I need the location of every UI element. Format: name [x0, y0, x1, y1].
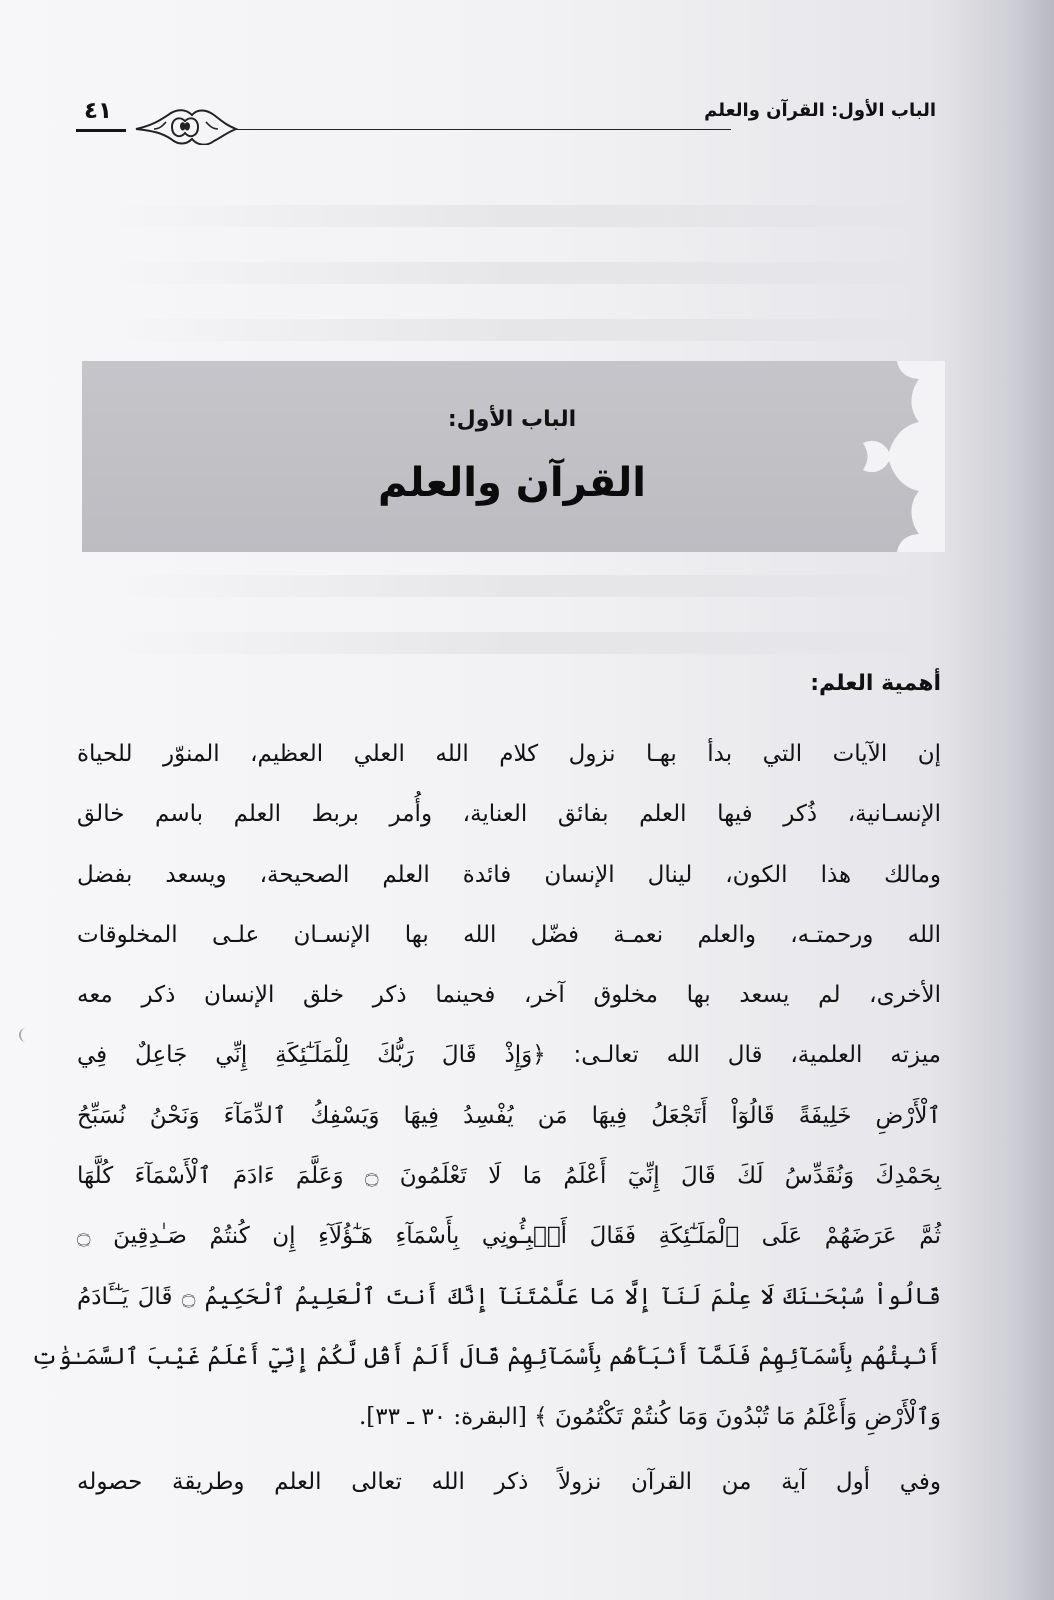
header-rule-right: [236, 129, 731, 130]
chapter-banner: [82, 361, 942, 552]
body-line: الأخرى، لم يسعد بها مخلوق آخر، فحينما ذكر خلق الإنسان ذكر معه: [77, 982, 941, 1009]
faint-bleed-through-line: [109, 319, 926, 341]
faint-bleed-through-line: [108, 262, 926, 284]
running-head-title: الباب الأول: القرآن والعلم: [704, 100, 936, 121]
faint-bleed-through-line: [108, 632, 926, 654]
quran-line: ثُمَّ عَرَضَهُمْ عَلَى ٱلْمَلَـٰٓئِكَةِ فَقَالَ أَنۢبِـُٔونِي بِأَسْمَآءِ هَـٰٓؤُلَآءِ إِن كُنتُمْ صَـٰدِقِينَ ۝: [77, 1223, 941, 1250]
margin-mark: [19, 1028, 33, 1042]
body-line: الله ورحمتـه، والعلم نعمـة فضّل الله بها الإنسـان علـى المخلوقات: [77, 921, 941, 948]
body-line: ومالك هذا الكون، لينال الإنسان فائدة العلم الصحيحة، ويسعد بفضل: [77, 861, 941, 888]
body-line: الإنسـانية، ذُكر فيها العلم بفائق العناية، وأُمر بربط العلم باسم خالق: [77, 801, 941, 828]
body-line-final: وفي أول آية من القرآن نزولاً ذكر الله تعالى العلم وطريقة حصوله: [77, 1469, 941, 1495]
section-heading: أهمية العلم:: [810, 671, 941, 696]
chapter-title: القرآن والعلم: [377, 460, 647, 506]
faint-bleed-through-line: [106, 205, 926, 227]
quran-line: ٱلْأَرْضِ خَلِيفَةً قَالُوٓاْ أَتَجْعَلُ فِيهَا مَن يُفْسِدُ فِيهَا وَيَسْفِكُ ٱلدِّمَآءَ وَنَحْنُ نُسَبِّحُ: [77, 1102, 941, 1129]
faint-bleed-through-line: [110, 575, 926, 597]
decorative-ornament-icon: [134, 105, 238, 145]
body-line: ميزته العلمية، قال الله تعالـى: ﴿وَإِذْ قَالَ رَبُّكَ لِلْمَلَـٰٓئِكَةِ إِنِّي جَاعِلٌ فِي: [77, 1042, 941, 1069]
main-body-text: [31, 724, 941, 1448]
running-head: [76, 96, 936, 136]
chapter-label: الباب الأول:: [447, 407, 577, 432]
continuation-text: [77, 1452, 941, 1512]
quran-line-final: وَٱلْأَرْضِ وَأَعْلَمُ مَا تُبْدُونَ وَمَا كُنتُمْ تَكْتُمُونَ ﴾ [البقرة: ٣٠ ـ ٣٣].: [358, 1404, 941, 1431]
page-number: ٤١: [84, 98, 113, 124]
quran-line: أَنۢبِئْهُم بِأَسْمَآئِهِمْ فَلَمَّآ أَنۢبَأَهُم بِأَسْمَآئِهِمْ قَالَ أَلَمْ أَقُل لَّكُمْ إِنِّيٓ أَعْلَمُ غَيْبَ ٱلسَّمَـٰوَٰتِ: [31, 1343, 941, 1370]
quran-line: قَالُواْ سُبْحَـٰنَكَ لَا عِلْمَ لَنَآ إِلَّا مَا عَلَّمْتَنَآ إِنَّكَ أَنتَ ٱلْعَلِيمُ ٱلْحَكِيمُ ۝ قَالَ يَـٰٓـَٔادَمُ: [77, 1283, 941, 1310]
header-rule-left: [76, 129, 126, 132]
quran-line: بِحَمْدِكَ وَنُقَدِّسُ لَكَ قَالَ إِنِّيٓ أَعْلَمُ مَا لَا تَعْلَمُونَ ۝ وَعَلَّمَ ءَادَمَ ٱلْأَسْمَآءَ كُلَّهَا: [77, 1163, 941, 1190]
body-line: إن الآيات التي بدأ بهـا نزول كلام الله العلي العظيم، المنوّر للحياة: [77, 741, 941, 767]
